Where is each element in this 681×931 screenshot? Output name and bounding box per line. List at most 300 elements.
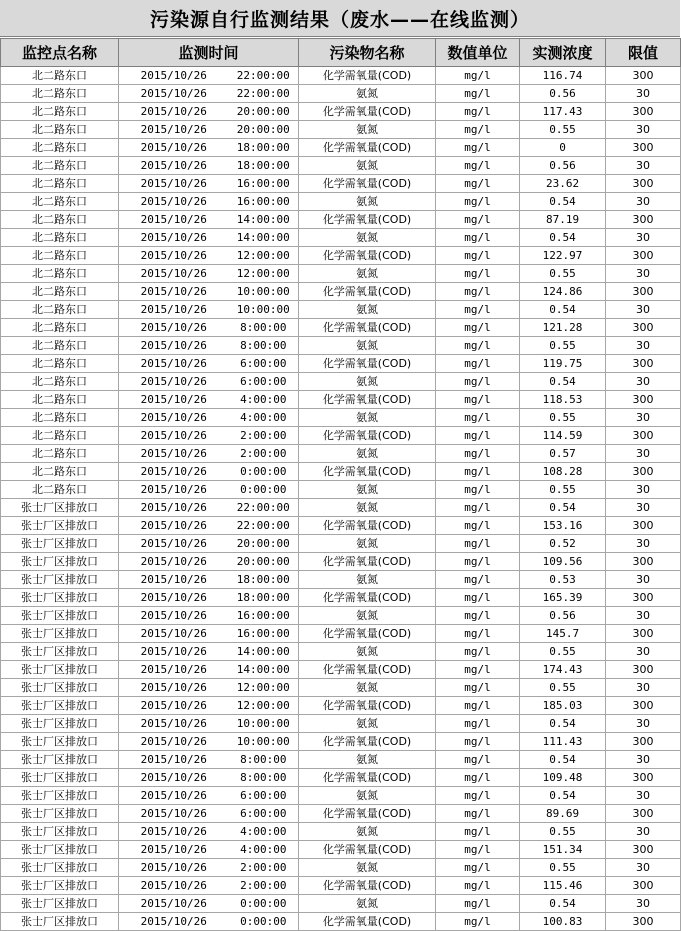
table-row [1, 445, 681, 463]
site-cell: 北二路东口 [1, 103, 119, 121]
site-cell: 北二路东口 [1, 445, 119, 463]
table-row [1, 517, 681, 535]
table-row [1, 391, 681, 409]
site-cell: 张士厂区排放口 [1, 589, 119, 607]
time-cell: 16:00:00 [229, 607, 299, 625]
table-row [1, 625, 681, 643]
table-row [1, 301, 681, 319]
site-cell: 北二路东口 [1, 283, 119, 301]
value-cell: 0.56 [520, 607, 606, 625]
site-cell: 张士厂区排放口 [1, 535, 119, 553]
unit-cell: mg/l [436, 679, 520, 697]
date-cell: 2015/10/26 [119, 679, 229, 697]
date-cell: 2015/10/26 [119, 157, 229, 175]
date-cell: 2015/10/26 [119, 787, 229, 805]
limit-cell: 30 [606, 301, 681, 319]
time-cell: 20:00:00 [229, 103, 299, 121]
site-cell: 张士厂区排放口 [1, 805, 119, 823]
limit-cell: 30 [606, 679, 681, 697]
value-cell: 121.28 [520, 319, 606, 337]
limit-cell: 300 [606, 139, 681, 157]
date-cell: 2015/10/26 [119, 841, 229, 859]
date-cell: 2015/10/26 [119, 409, 229, 427]
table-row [1, 265, 681, 283]
unit-cell: mg/l [436, 481, 520, 499]
pollutant-cell: 化学需氧量(COD) [299, 139, 436, 157]
pollutant-cell: 氨氮 [299, 481, 436, 499]
date-cell: 2015/10/26 [119, 751, 229, 769]
pollutant-cell: 氨氮 [299, 643, 436, 661]
site-cell: 北二路东口 [1, 121, 119, 139]
table-row [1, 355, 681, 373]
time-cell: 18:00:00 [229, 139, 299, 157]
site-cell: 北二路东口 [1, 175, 119, 193]
time-cell: 10:00:00 [229, 283, 299, 301]
date-cell: 2015/10/26 [119, 625, 229, 643]
table-row [1, 823, 681, 841]
value-cell: 0.55 [520, 859, 606, 877]
unit-cell: mg/l [436, 589, 520, 607]
site-cell: 张士厂区排放口 [1, 769, 119, 787]
unit-cell: mg/l [436, 625, 520, 643]
pollutant-cell: 化学需氧量(COD) [299, 355, 436, 373]
site-cell: 北二路东口 [1, 229, 119, 247]
unit-cell: mg/l [436, 823, 520, 841]
time-cell: 2:00:00 [229, 859, 299, 877]
limit-cell: 30 [606, 715, 681, 733]
date-cell: 2015/10/26 [119, 823, 229, 841]
unit-cell: mg/l [436, 859, 520, 877]
table-row [1, 751, 681, 769]
unit-cell: mg/l [436, 103, 520, 121]
date-cell: 2015/10/26 [119, 517, 229, 535]
table-row [1, 895, 681, 913]
date-cell: 2015/10/26 [119, 499, 229, 517]
limit-cell: 30 [606, 895, 681, 913]
pollutant-cell: 化学需氧量(COD) [299, 661, 436, 679]
table-row [1, 805, 681, 823]
limit-cell: 300 [606, 175, 681, 193]
limit-cell: 300 [606, 283, 681, 301]
time-cell: 6:00:00 [229, 787, 299, 805]
limit-cell: 30 [606, 121, 681, 139]
site-cell: 北二路东口 [1, 265, 119, 283]
unit-cell: mg/l [436, 67, 520, 85]
table-row [1, 679, 681, 697]
date-cell: 2015/10/26 [119, 715, 229, 733]
time-cell: 12:00:00 [229, 265, 299, 283]
time-cell: 22:00:00 [229, 67, 299, 85]
site-cell: 北二路东口 [1, 319, 119, 337]
unit-cell: mg/l [436, 427, 520, 445]
time-cell: 0:00:00 [229, 481, 299, 499]
pollutant-cell: 氨氮 [299, 859, 436, 877]
date-cell: 2015/10/26 [119, 229, 229, 247]
limit-cell: 300 [606, 733, 681, 751]
time-cell: 18:00:00 [229, 571, 299, 589]
date-cell: 2015/10/26 [119, 607, 229, 625]
time-cell: 2:00:00 [229, 445, 299, 463]
header-pollutant: 污染物名称 [299, 39, 436, 67]
date-cell: 2015/10/26 [119, 193, 229, 211]
limit-cell: 300 [606, 517, 681, 535]
date-cell: 2015/10/26 [119, 661, 229, 679]
site-cell: 北二路东口 [1, 409, 119, 427]
pollutant-cell: 化学需氧量(COD) [299, 733, 436, 751]
limit-cell: 30 [606, 193, 681, 211]
table-row [1, 733, 681, 751]
pollutant-cell: 化学需氧量(COD) [299, 427, 436, 445]
limit-cell: 30 [606, 751, 681, 769]
date-cell: 2015/10/26 [119, 121, 229, 139]
unit-cell: mg/l [436, 463, 520, 481]
time-cell: 2:00:00 [229, 427, 299, 445]
site-cell: 北二路东口 [1, 373, 119, 391]
pollutant-cell: 氨氮 [299, 409, 436, 427]
time-cell: 4:00:00 [229, 823, 299, 841]
date-cell: 2015/10/26 [119, 211, 229, 229]
header-unit: 数值单位 [436, 39, 520, 67]
unit-cell: mg/l [436, 607, 520, 625]
time-cell: 16:00:00 [229, 193, 299, 211]
time-cell: 16:00:00 [229, 625, 299, 643]
table-row [1, 697, 681, 715]
date-cell: 2015/10/26 [119, 463, 229, 481]
pollutant-cell: 化学需氧量(COD) [299, 589, 436, 607]
value-cell: 109.56 [520, 553, 606, 571]
value-cell: 119.75 [520, 355, 606, 373]
date-cell: 2015/10/26 [119, 769, 229, 787]
value-cell: 100.83 [520, 913, 606, 931]
date-cell: 2015/10/26 [119, 85, 229, 103]
table-row [1, 589, 681, 607]
limit-cell: 30 [606, 373, 681, 391]
date-cell: 2015/10/26 [119, 391, 229, 409]
date-cell: 2015/10/26 [119, 859, 229, 877]
date-cell: 2015/10/26 [119, 643, 229, 661]
site-cell: 北二路东口 [1, 355, 119, 373]
table-row [1, 553, 681, 571]
unit-cell: mg/l [436, 571, 520, 589]
value-cell: 111.43 [520, 733, 606, 751]
limit-cell: 300 [606, 625, 681, 643]
table-row [1, 481, 681, 499]
table-row [1, 841, 681, 859]
unit-cell: mg/l [436, 715, 520, 733]
site-cell: 北二路东口 [1, 481, 119, 499]
pollutant-cell: 化学需氧量(COD) [299, 103, 436, 121]
table-row [1, 499, 681, 517]
site-cell: 北二路东口 [1, 157, 119, 175]
time-cell: 10:00:00 [229, 733, 299, 751]
limit-cell: 30 [606, 445, 681, 463]
value-cell: 0.53 [520, 571, 606, 589]
limit-cell: 30 [606, 229, 681, 247]
time-cell: 14:00:00 [229, 643, 299, 661]
table-row [1, 121, 681, 139]
limit-cell: 300 [606, 463, 681, 481]
table-row [1, 769, 681, 787]
site-cell: 张士厂区排放口 [1, 643, 119, 661]
limit-cell: 30 [606, 85, 681, 103]
value-cell: 0.56 [520, 157, 606, 175]
time-cell: 14:00:00 [229, 211, 299, 229]
limit-cell: 30 [606, 157, 681, 175]
limit-cell: 30 [606, 643, 681, 661]
limit-cell: 30 [606, 823, 681, 841]
date-cell: 2015/10/26 [119, 733, 229, 751]
table-row [1, 139, 681, 157]
limit-cell: 30 [606, 409, 681, 427]
pollutant-cell: 化学需氧量(COD) [299, 391, 436, 409]
unit-cell: mg/l [436, 895, 520, 913]
limit-cell: 300 [606, 211, 681, 229]
site-cell: 张士厂区排放口 [1, 751, 119, 769]
pollutant-cell: 氨氮 [299, 229, 436, 247]
value-cell: 145.7 [520, 625, 606, 643]
unit-cell: mg/l [436, 283, 520, 301]
value-cell: 0.54 [520, 499, 606, 517]
unit-cell: mg/l [436, 139, 520, 157]
value-cell: 87.19 [520, 211, 606, 229]
site-cell: 北二路东口 [1, 391, 119, 409]
limit-cell: 300 [606, 661, 681, 679]
site-cell: 张士厂区排放口 [1, 571, 119, 589]
value-cell: 0.55 [520, 679, 606, 697]
site-cell: 北二路东口 [1, 301, 119, 319]
pollutant-cell: 化学需氧量(COD) [299, 247, 436, 265]
time-cell: 8:00:00 [229, 751, 299, 769]
unit-cell: mg/l [436, 229, 520, 247]
unit-cell: mg/l [436, 805, 520, 823]
table-header [1, 39, 681, 67]
value-cell: 124.86 [520, 283, 606, 301]
unit-cell: mg/l [436, 121, 520, 139]
table-row [1, 571, 681, 589]
pollutant-cell: 化学需氧量(COD) [299, 841, 436, 859]
unit-cell: mg/l [436, 535, 520, 553]
date-cell: 2015/10/26 [119, 877, 229, 895]
unit-cell: mg/l [436, 841, 520, 859]
unit-cell: mg/l [436, 157, 520, 175]
site-cell: 张士厂区排放口 [1, 625, 119, 643]
value-cell: 0.55 [520, 265, 606, 283]
site-cell: 张士厂区排放口 [1, 715, 119, 733]
unit-cell: mg/l [436, 733, 520, 751]
time-cell: 4:00:00 [229, 391, 299, 409]
time-cell: 20:00:00 [229, 553, 299, 571]
pollutant-cell: 化学需氧量(COD) [299, 517, 436, 535]
site-cell: 北二路东口 [1, 337, 119, 355]
date-cell: 2015/10/26 [119, 589, 229, 607]
unit-cell: mg/l [436, 499, 520, 517]
date-cell: 2015/10/26 [119, 175, 229, 193]
limit-cell: 300 [606, 391, 681, 409]
value-cell: 0.54 [520, 229, 606, 247]
table-row [1, 427, 681, 445]
pollutant-cell: 化学需氧量(COD) [299, 877, 436, 895]
date-cell: 2015/10/26 [119, 67, 229, 85]
value-cell: 0.54 [520, 301, 606, 319]
pollutant-cell: 氨氮 [299, 715, 436, 733]
value-cell: 109.48 [520, 769, 606, 787]
table-row [1, 913, 681, 931]
pollutant-cell: 化学需氧量(COD) [299, 319, 436, 337]
table-row [1, 715, 681, 733]
pollutant-cell: 氨氮 [299, 157, 436, 175]
pollutant-cell: 化学需氧量(COD) [299, 553, 436, 571]
monitoring-results-table [0, 38, 681, 931]
pollutant-cell: 氨氮 [299, 373, 436, 391]
date-cell: 2015/10/26 [119, 265, 229, 283]
pollutant-cell: 氨氮 [299, 679, 436, 697]
value-cell: 0.54 [520, 193, 606, 211]
value-cell: 0.54 [520, 715, 606, 733]
time-cell: 20:00:00 [229, 121, 299, 139]
time-cell: 14:00:00 [229, 229, 299, 247]
date-cell: 2015/10/26 [119, 895, 229, 913]
value-cell: 185.03 [520, 697, 606, 715]
limit-cell: 300 [606, 103, 681, 121]
header-time: 监测时间 [119, 39, 299, 67]
table-row [1, 319, 681, 337]
table-row [1, 175, 681, 193]
limit-cell: 300 [606, 247, 681, 265]
date-cell: 2015/10/26 [119, 913, 229, 931]
time-cell: 20:00:00 [229, 535, 299, 553]
pollutant-cell: 氨氮 [299, 607, 436, 625]
table-row [1, 247, 681, 265]
value-cell: 23.62 [520, 175, 606, 193]
time-cell: 10:00:00 [229, 301, 299, 319]
site-cell: 张士厂区排放口 [1, 877, 119, 895]
time-cell: 0:00:00 [229, 913, 299, 931]
time-cell: 4:00:00 [229, 409, 299, 427]
value-cell: 116.74 [520, 67, 606, 85]
unit-cell: mg/l [436, 247, 520, 265]
time-cell: 8:00:00 [229, 769, 299, 787]
date-cell: 2015/10/26 [119, 301, 229, 319]
unit-cell: mg/l [436, 787, 520, 805]
pollutant-cell: 氨氮 [299, 337, 436, 355]
pollutant-cell: 化学需氧量(COD) [299, 463, 436, 481]
unit-cell: mg/l [436, 769, 520, 787]
value-cell: 118.53 [520, 391, 606, 409]
date-cell: 2015/10/26 [119, 445, 229, 463]
table-row [1, 607, 681, 625]
time-cell: 14:00:00 [229, 661, 299, 679]
date-cell: 2015/10/26 [119, 139, 229, 157]
limit-cell: 300 [606, 841, 681, 859]
site-cell: 张士厂区排放口 [1, 913, 119, 931]
time-cell: 8:00:00 [229, 319, 299, 337]
limit-cell: 300 [606, 805, 681, 823]
header-site: 监控点名称 [1, 39, 119, 67]
limit-cell: 300 [606, 553, 681, 571]
site-cell: 张士厂区排放口 [1, 499, 119, 517]
unit-cell: mg/l [436, 913, 520, 931]
site-cell: 北二路东口 [1, 67, 119, 85]
time-cell: 6:00:00 [229, 373, 299, 391]
site-cell: 北二路东口 [1, 193, 119, 211]
value-cell: 0.54 [520, 751, 606, 769]
unit-cell: mg/l [436, 301, 520, 319]
pollutant-cell: 氨氮 [299, 823, 436, 841]
time-cell: 2:00:00 [229, 877, 299, 895]
pollutant-cell: 化学需氧量(COD) [299, 283, 436, 301]
value-cell: 0.56 [520, 85, 606, 103]
table-row [1, 859, 681, 877]
site-cell: 北二路东口 [1, 139, 119, 157]
unit-cell: mg/l [436, 355, 520, 373]
site-cell: 张士厂区排放口 [1, 733, 119, 751]
value-cell: 0.55 [520, 643, 606, 661]
site-cell: 北二路东口 [1, 427, 119, 445]
limit-cell: 300 [606, 319, 681, 337]
site-cell: 张士厂区排放口 [1, 553, 119, 571]
table-row [1, 535, 681, 553]
pollutant-cell: 化学需氧量(COD) [299, 625, 436, 643]
value-cell: 0.54 [520, 373, 606, 391]
unit-cell: mg/l [436, 319, 520, 337]
pollutant-cell: 氨氮 [299, 535, 436, 553]
pollutant-cell: 氨氮 [299, 445, 436, 463]
time-cell: 22:00:00 [229, 517, 299, 535]
pollutant-cell: 化学需氧量(COD) [299, 175, 436, 193]
limit-cell: 30 [606, 607, 681, 625]
unit-cell: mg/l [436, 517, 520, 535]
pollutant-cell: 化学需氧量(COD) [299, 697, 436, 715]
site-cell: 北二路东口 [1, 463, 119, 481]
site-cell: 张士厂区排放口 [1, 517, 119, 535]
site-cell: 张士厂区排放口 [1, 787, 119, 805]
date-cell: 2015/10/26 [119, 481, 229, 499]
site-cell: 张士厂区排放口 [1, 859, 119, 877]
pollutant-cell: 氨氮 [299, 895, 436, 913]
time-cell: 10:00:00 [229, 715, 299, 733]
table-row [1, 337, 681, 355]
limit-cell: 30 [606, 265, 681, 283]
unit-cell: mg/l [436, 85, 520, 103]
date-cell: 2015/10/26 [119, 355, 229, 373]
time-cell: 0:00:00 [229, 463, 299, 481]
value-cell: 89.69 [520, 805, 606, 823]
unit-cell: mg/l [436, 265, 520, 283]
value-cell: 0.57 [520, 445, 606, 463]
table-row [1, 85, 681, 103]
table-row [1, 463, 681, 481]
site-cell: 北二路东口 [1, 85, 119, 103]
limit-cell: 30 [606, 859, 681, 877]
site-cell: 北二路东口 [1, 247, 119, 265]
site-cell: 张士厂区排放口 [1, 895, 119, 913]
limit-cell: 30 [606, 337, 681, 355]
limit-cell: 300 [606, 355, 681, 373]
pollutant-cell: 化学需氧量(COD) [299, 805, 436, 823]
site-cell: 张士厂区排放口 [1, 607, 119, 625]
pollutant-cell: 化学需氧量(COD) [299, 769, 436, 787]
site-cell: 张士厂区排放口 [1, 823, 119, 841]
date-cell: 2015/10/26 [119, 697, 229, 715]
table-row [1, 373, 681, 391]
value-cell: 0.54 [520, 895, 606, 913]
value-cell: 0.55 [520, 481, 606, 499]
value-cell: 115.46 [520, 877, 606, 895]
pollutant-cell: 氨氮 [299, 499, 436, 517]
unit-cell: mg/l [436, 211, 520, 229]
date-cell: 2015/10/26 [119, 103, 229, 121]
pollutant-cell: 氨氮 [299, 301, 436, 319]
